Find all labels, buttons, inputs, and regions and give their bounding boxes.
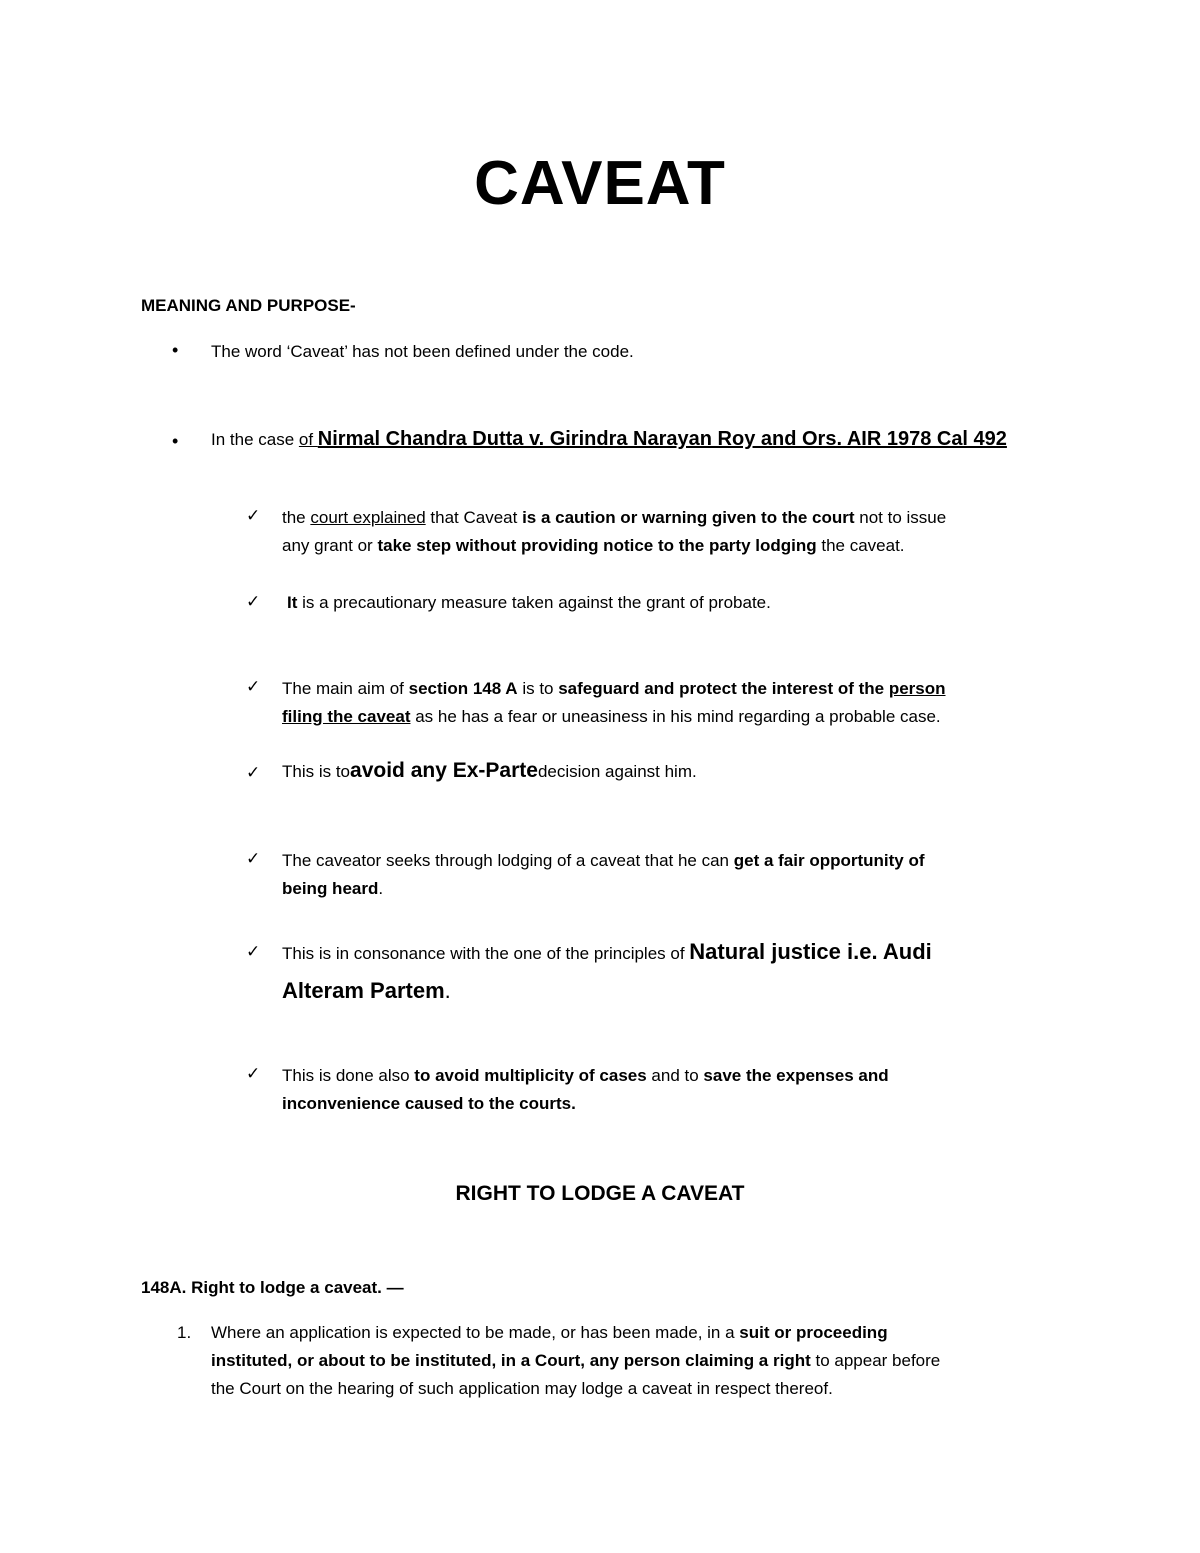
list-number: 1.	[177, 1323, 192, 1342]
text-run: avoid any Ex-Parte	[350, 759, 538, 782]
text-run: .	[378, 879, 384, 898]
check-item-4	[282, 758, 697, 786]
text-run: as he has a fear or uneasiness in his mind regarding a probable case.	[410, 707, 941, 726]
text-run: decision against him.	[537, 762, 697, 781]
check-item-6	[282, 934, 1082, 1012]
text-run: being heard	[282, 879, 379, 898]
case-prefix: In the case	[211, 430, 299, 449]
bullet-text-case	[211, 426, 1007, 454]
text-run: This is to	[282, 762, 351, 781]
bullet-icon: •	[172, 340, 179, 360]
checkmark-icon: ✓	[246, 677, 261, 696]
section-heading-meaning: MEANING AND PURPOSE-	[141, 296, 356, 315]
checkmark-icon: ✓	[246, 1064, 261, 1083]
text-run: is a caution or warning given to the court	[522, 508, 855, 527]
text-run: safeguard and protect the interest of the	[558, 679, 889, 698]
check-item-7	[282, 1062, 1082, 1118]
text-run: that Caveat	[425, 508, 523, 527]
case-of: of	[298, 430, 318, 449]
text-run: to avoid multiplicity of cases	[414, 1066, 647, 1085]
text-run: not to issue	[854, 508, 947, 527]
text-run: instituted, or about to be instituted, in a Court, any person claiming a right	[211, 1351, 811, 1370]
text-run: The caveator seeks through lodging of a caveat that he can	[282, 851, 734, 870]
text-run: person	[888, 679, 946, 698]
check-item-5	[282, 847, 1082, 903]
checkmark-icon: ✓	[246, 506, 261, 525]
document-title: CAVEAT	[474, 149, 726, 218]
checkmark-icon: ✓	[246, 763, 261, 782]
text-run: .	[444, 978, 451, 1003]
text-run: inconvenience caused to the courts	[282, 1094, 572, 1113]
text-run: This is done also	[282, 1066, 415, 1085]
checkmark-icon: ✓	[246, 849, 261, 868]
text-run: and to	[646, 1066, 704, 1085]
text-run: take step without providing notice to the party lodging	[377, 536, 817, 555]
text-run: is a precautionary measure taken against the grant of probate.	[297, 593, 771, 612]
text-run: suit or proceeding	[739, 1323, 888, 1342]
text-run: court explained	[310, 508, 426, 527]
case-citation: Nirmal Chandra Dutta v. Girindra Narayan Roy and Ors. AIR 1978 Cal 492	[317, 428, 1007, 450]
numbered-item-1	[211, 1319, 1071, 1403]
section-heading-right-to-lodge: RIGHT TO LODGE A CAVEAT	[455, 1182, 745, 1205]
text-run: the Court on the hearing of such application may lodge a caveat in respect thereof.	[211, 1379, 833, 1398]
text-run: .	[571, 1094, 576, 1113]
check-item-2	[287, 589, 771, 617]
bullet-icon: •	[172, 431, 179, 451]
text-run: Where an application is expected to be made, or has been made, in a	[211, 1323, 740, 1342]
text-run: get a fair opportunity of	[733, 851, 925, 870]
text-run: It	[287, 593, 298, 612]
text-run: the caveat.	[816, 536, 905, 555]
check-item-1	[282, 504, 1082, 560]
text-run: Alteram Partem	[282, 978, 445, 1003]
text-run: The main aim of	[282, 679, 409, 698]
text-run: is to	[517, 679, 559, 698]
text-run: This is in consonance with the one of the principles of	[282, 944, 690, 963]
checkmark-icon: ✓	[246, 942, 261, 961]
subheading-148a: 148A. Right to lodge a caveat. —	[141, 1278, 404, 1297]
text-run: Natural justice i.e. Audi	[689, 939, 932, 964]
checkmark-icon: ✓	[246, 592, 261, 611]
text-run: save the expenses and	[703, 1066, 889, 1085]
text-run: section 148 A	[408, 679, 518, 698]
check-item-3	[282, 675, 1082, 731]
text-run: to appear before	[810, 1351, 941, 1370]
text-run: any grant or	[282, 536, 378, 555]
text-run: filing the caveat	[282, 707, 411, 726]
text-run: the	[282, 508, 311, 527]
bullet-text-definition: The word ‘Caveat’ has not been defined under the code.	[211, 342, 634, 361]
